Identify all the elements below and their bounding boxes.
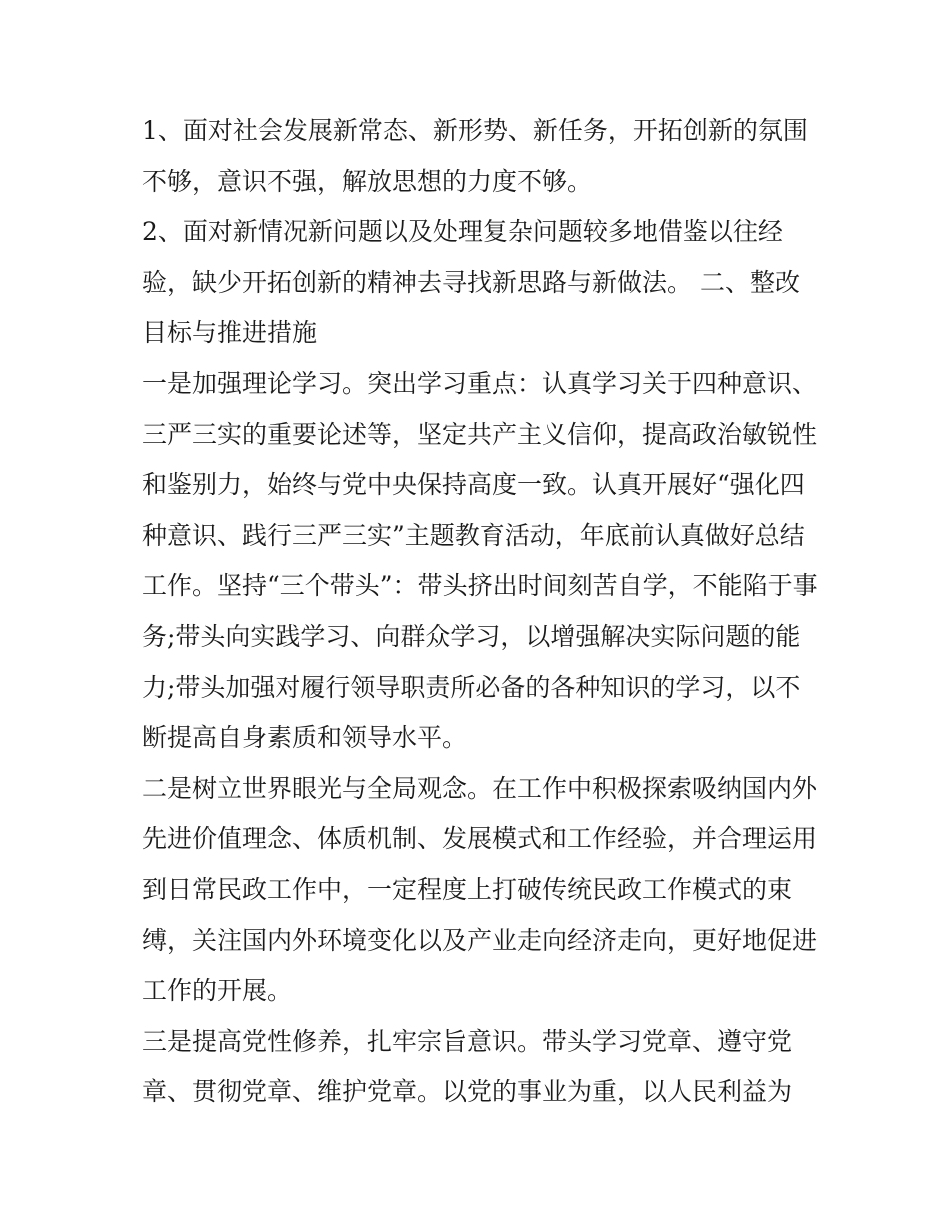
text-line: 先进价值理念、体质机制、发展模式和工作经验，并合理运用 <box>142 824 818 854</box>
document-body <box>142 106 818 1118</box>
text-line: 种意识、践行三严三实”主题教育活动，年底前认真做好总结 <box>142 520 805 550</box>
text-line: 章、贯彻党章、维护党章。以党的事业为重，以人民利益为 <box>142 1077 793 1107</box>
text-line: 缚，关注国内外环境变化以及产业走向经济走向，更好地促进 <box>142 925 818 955</box>
text-line: 目标与推进措施 <box>142 318 318 348</box>
text-line: 断提高自身素质和领导水平。 <box>142 723 468 753</box>
text-line: 和鉴别力，始终与党中央保持高度一致。认真开展好“强化四 <box>142 470 805 500</box>
text-line: 一是加强理论学习。突出学习重点：认真学习关于四种意识、 <box>142 368 818 398</box>
text-line: 三是提高党性修养，扎牢宗旨意识。带头学习党章、遵守党 <box>142 1026 793 1056</box>
text-line: 二是树立世界眼光与全局观念。在工作中积极探索吸纳国内外 <box>142 773 818 803</box>
text-line: 工作。坚持“三个带头”：带头挤出时间刻苦自学，不能陷于事 <box>142 571 818 601</box>
text-line: 三严三实的重要论述等，坚定共产主义信仰，提高政治敏锐性 <box>142 419 818 449</box>
text-line: 力;带头加强对履行领导职责所必备的各种知识的学习，以不 <box>142 672 801 702</box>
text-line: 1、面对社会发展新常态、新形势、新任务，开拓创新的氛围 <box>142 116 808 145</box>
text-line: 2、面对新情况新问题以及处理复杂问题较多地借鉴以往经 <box>142 217 783 247</box>
text-line: 工作的开展。 <box>142 976 293 1006</box>
text-line: 务;带头向实践学习、向群众学习，以增强解决实际问题的能 <box>142 621 801 651</box>
text-line: 验，缺少开拓创新的精神去寻找新思路与新做法。 二、整改 <box>142 267 800 297</box>
text-line: 不够，意识不强，解放思想的力度不够。 <box>142 166 593 196</box>
text-line: 到日常民政工作中，一定程度上打破传统民政工作模式的束 <box>142 874 793 904</box>
